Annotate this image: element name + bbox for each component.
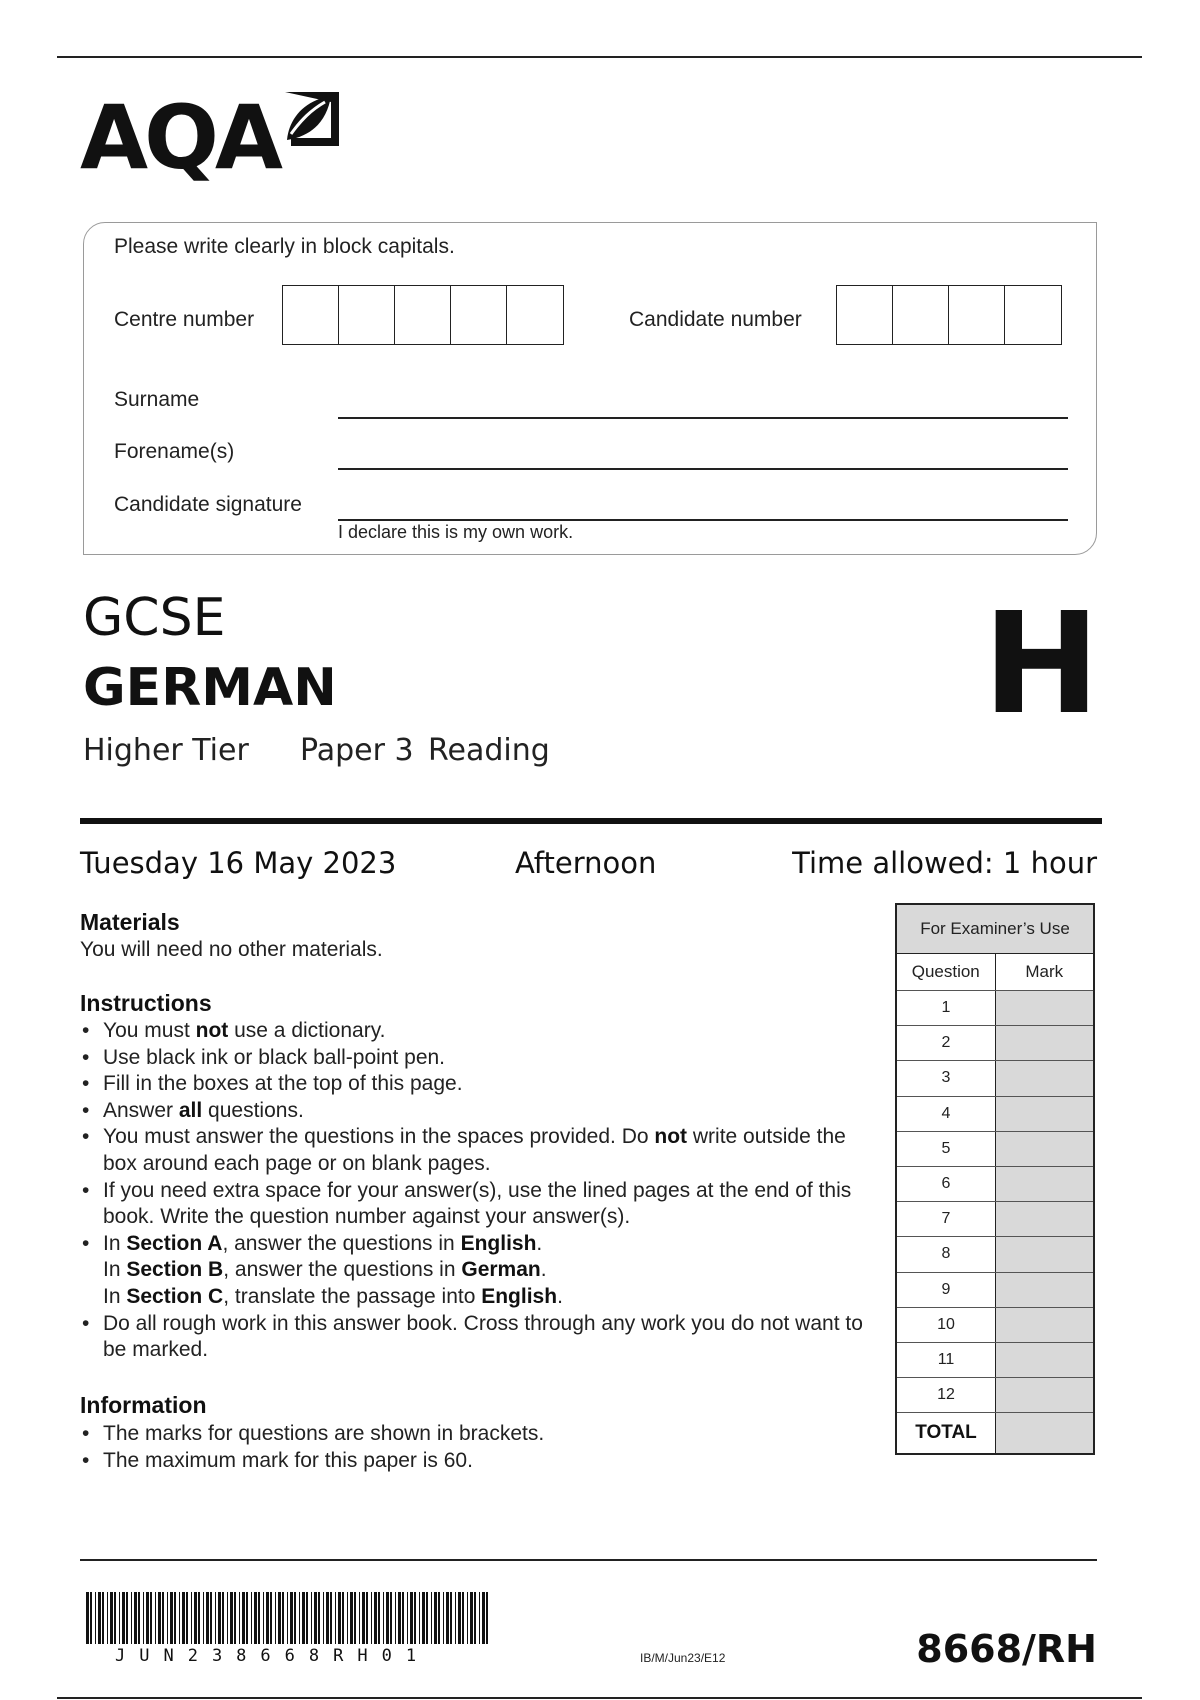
mark-cell — [996, 1167, 1093, 1201]
candidate-number-label: Candidate number — [629, 308, 802, 331]
instruction-item: • Use black ink or black ball-point pen. — [80, 1045, 880, 1072]
logo-text: AQA — [80, 86, 280, 189]
question-number: 1 — [897, 991, 996, 1025]
information-item: • The marks for questions are shown in brackets. — [80, 1421, 880, 1448]
examiner-use-table — [895, 903, 1095, 1455]
materials-heading: Materials — [80, 909, 180, 935]
question-row — [897, 1167, 1093, 1202]
aqa-logo — [80, 88, 350, 188]
centre-number-boxes[interactable] — [282, 285, 564, 345]
question-number: 9 — [897, 1273, 996, 1307]
question-row — [897, 1343, 1093, 1378]
question-number: 2 — [897, 1026, 996, 1060]
footer-rule — [80, 1559, 1097, 1561]
question-number: 5 — [897, 1132, 996, 1166]
block-capitals-instruction: Please write clearly in block capitals. — [114, 235, 455, 258]
forenames-label: Forename(s) — [114, 440, 235, 463]
forenames-line[interactable] — [338, 468, 1068, 470]
information-list — [80, 1421, 880, 1474]
question-row — [897, 1308, 1093, 1343]
question-number: 6 — [897, 1167, 996, 1201]
paper-label: Paper 3 — [300, 733, 414, 768]
question-number: 4 — [897, 1097, 996, 1131]
instruction-item: • Fill in the boxes at the top of this page. — [80, 1071, 880, 1098]
materials-text: You will need no other materials. — [80, 938, 383, 961]
signature-line[interactable] — [338, 519, 1068, 521]
declaration-text: I declare this is my own work. — [338, 522, 574, 542]
instructions-list — [80, 1018, 880, 1364]
exam-date: Tuesday 16 May 2023 — [80, 846, 397, 880]
question-row — [897, 1097, 1093, 1132]
bottom-rule — [57, 1697, 1142, 1699]
candidate-number-box[interactable] — [837, 286, 893, 344]
mark-cell — [996, 1061, 1093, 1095]
question-row — [897, 1202, 1093, 1237]
centre-number-label: Centre number — [114, 308, 255, 331]
mark-cell — [996, 1202, 1093, 1236]
mark-cell — [996, 1237, 1093, 1271]
question-number: 8 — [897, 1237, 996, 1271]
information-item: • The maximum mark for this paper is 60. — [80, 1448, 880, 1475]
question-number: 12 — [897, 1378, 996, 1412]
candidate-number-box[interactable] — [893, 286, 949, 344]
surname-line[interactable] — [338, 417, 1068, 419]
examiner-table-header — [897, 954, 1093, 991]
mark-cell — [996, 1273, 1093, 1307]
question-row — [897, 1132, 1093, 1167]
centre-number-box[interactable] — [339, 286, 395, 344]
candidate-number-boxes[interactable] — [836, 285, 1062, 345]
mark-cell — [996, 1097, 1093, 1131]
question-row — [897, 1273, 1093, 1308]
centre-number-box[interactable] — [451, 286, 507, 344]
tier-letter: H — [982, 583, 1100, 746]
examiner-table-rows — [897, 991, 1093, 1413]
mark-cell — [996, 991, 1093, 1025]
mark-cell — [996, 1343, 1093, 1377]
signature-label: Candidate signature — [114, 493, 302, 516]
paper-code: 8668/RH — [916, 1627, 1097, 1671]
candidate-number-box[interactable] — [1005, 286, 1061, 344]
question-row — [897, 1061, 1093, 1096]
qualification-title: GCSE — [83, 588, 226, 648]
reference-code: IB/M/Jun23/E12 — [640, 1651, 726, 1665]
examiner-table-title: For Examiner’s Use — [897, 905, 1093, 954]
instruction-item: • In Section A, answer the questions in English. In Section B, answer the questions in German. In Section C, translate the passage into English. — [80, 1231, 880, 1311]
question-number: 11 — [897, 1343, 996, 1377]
tier-label: Higher Tier — [83, 733, 249, 768]
centre-number-box[interactable] — [507, 286, 563, 344]
question-row — [897, 1237, 1093, 1272]
question-row — [897, 1378, 1093, 1413]
instructions-heading: Instructions — [80, 990, 212, 1016]
top-rule — [57, 56, 1142, 58]
centre-number-box[interactable] — [395, 286, 451, 344]
instruction-item: • You must answer the questions in the spaces provided. Do not write outside the box around each page or on blank pages. — [80, 1124, 880, 1177]
leaf-mark-icon — [283, 90, 341, 148]
total-mark-cell — [996, 1413, 1093, 1453]
title-divider — [80, 818, 1102, 824]
question-number: 10 — [897, 1308, 996, 1342]
mark-cell — [996, 1026, 1093, 1060]
question-row — [897, 1026, 1093, 1061]
instruction-item: • If you need extra space for your answer(s), use the lined pages at the end of this book. Write the question number against your answer(s). — [80, 1178, 880, 1231]
instruction-item: • Do all rough work in this answer book. Cross through any work you do not want to be marked. — [80, 1311, 880, 1364]
centre-number-box[interactable] — [283, 286, 339, 344]
barcode-text: JUN238668RH01 — [115, 1646, 431, 1666]
total-row — [897, 1413, 1093, 1453]
candidate-details-panel — [83, 222, 1097, 555]
component-label: Reading — [428, 733, 550, 768]
candidate-number-box[interactable] — [949, 286, 1005, 344]
question-number: 3 — [897, 1061, 996, 1095]
exam-session: Afternoon — [515, 846, 657, 880]
question-row — [897, 991, 1093, 1026]
mark-cell — [996, 1308, 1093, 1342]
question-number: 7 — [897, 1202, 996, 1236]
barcode-icon — [86, 1592, 496, 1644]
mark-cell — [996, 1378, 1093, 1412]
subject-title: GERMAN — [83, 658, 337, 718]
information-heading: Information — [80, 1392, 207, 1418]
surname-label: Surname — [114, 388, 200, 411]
instruction-item: • You must not use a dictionary. — [80, 1018, 880, 1045]
question-column-header: Question — [897, 954, 996, 990]
mark-column-header: Mark — [1025, 962, 1064, 981]
mark-cell — [996, 1132, 1093, 1166]
instruction-item: • Answer all questions. — [80, 1098, 880, 1125]
time-allowed: Time allowed: 1 hour — [792, 846, 1097, 880]
total-label: TOTAL — [897, 1413, 996, 1453]
